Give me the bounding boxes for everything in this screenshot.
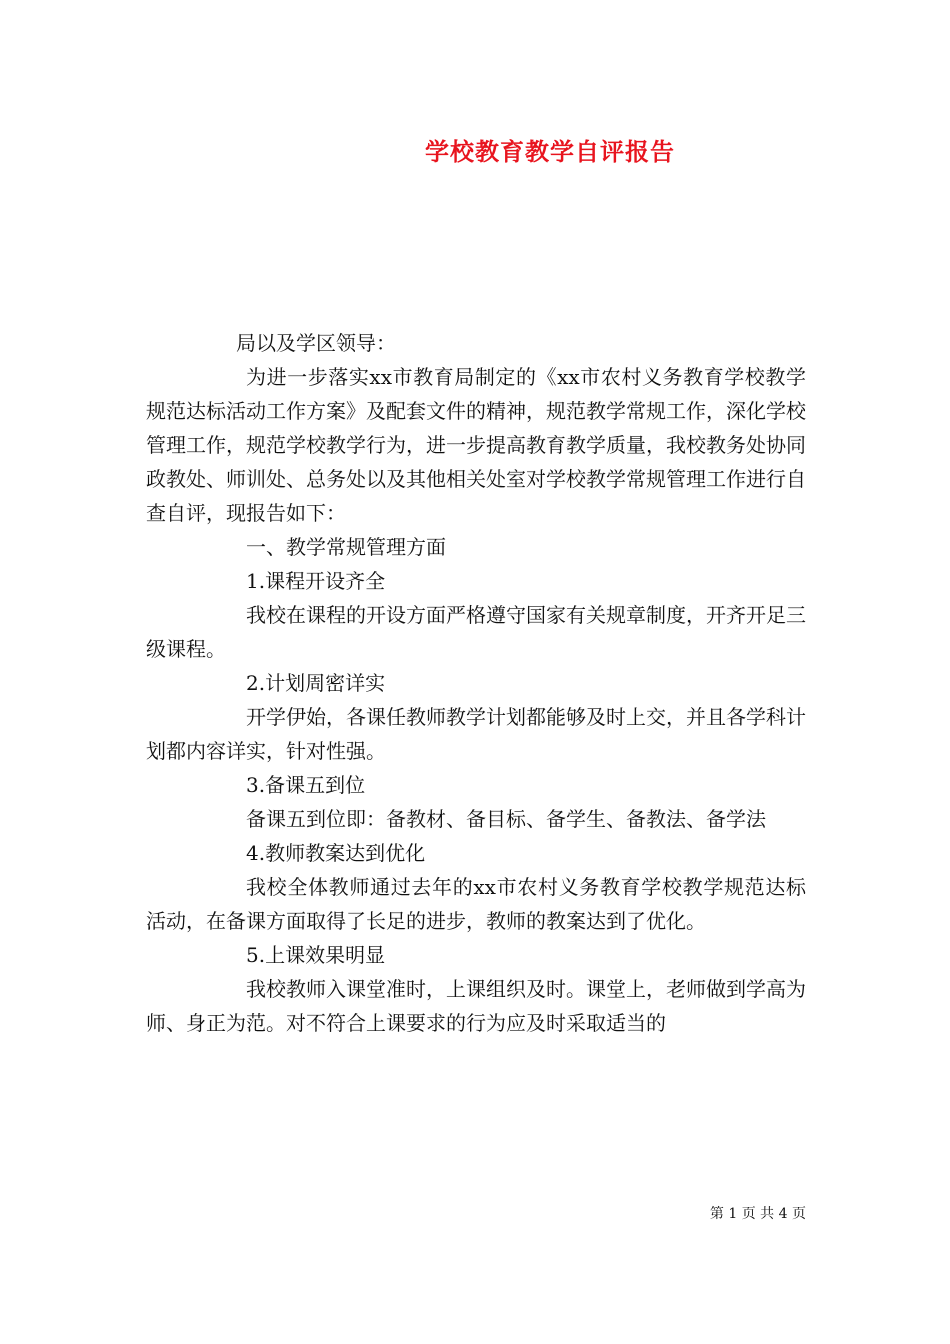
paragraph-1: 我校在课程的开设方面严格遵守国家有关规章制度，开齐开足三级课程。 <box>146 603 806 661</box>
subheading-3: 3.备课五到位 <box>246 773 366 797</box>
paragraph-2: 开学伊始，各课任教师教学计划都能够及时上交，并且各学科计划都内容详实，针对性强。 <box>146 705 806 763</box>
document-body <box>146 326 806 1040</box>
intro-paragraph: 为进一步落实xx市教育局制定的《xx市农村义务教育学校教学规范达标活动工作方案》及配套文件的精神，规范教学常规工作，深化学校管理工作，规范学校教学行为，进一步提高教育教学质量，我校教务处协同政教处、师训处、总务处以及其他相关处室对学校教学常规管理工作进行自查自评，现报告如下： <box>146 365 806 525</box>
page-number: 第 1 页 共 4 页 <box>709 1206 806 1222</box>
subheading-5: 5.上课效果明显 <box>246 943 386 967</box>
paragraph-4: 我校全体教师通过去年的xx市农村义务教育学校教学规范达标活动，在备课方面取得了长足的进步，教师的教案达到了优化。 <box>146 875 806 933</box>
paragraph-3: 备课五到位即：备教材、备目标、备学生、备教法、备学法 <box>246 807 766 831</box>
document-title: 学校教育教学自评报告 <box>425 137 675 166</box>
section-heading: 一、教学常规管理方面 <box>246 535 446 559</box>
subheading-4: 4.教师教案达到优化 <box>246 841 426 865</box>
subheading-2: 2.计划周密详实 <box>246 671 386 695</box>
salutation: 局以及学区领导： <box>236 331 396 355</box>
paragraph-5: 我校教师入课堂准时，上课组织及时。课堂上，老师做到学高为师、身正为范。对不符合上课要求的行为应及时采取适当的 <box>146 977 806 1035</box>
subheading-1: 1.课程开设齐全 <box>246 569 386 593</box>
